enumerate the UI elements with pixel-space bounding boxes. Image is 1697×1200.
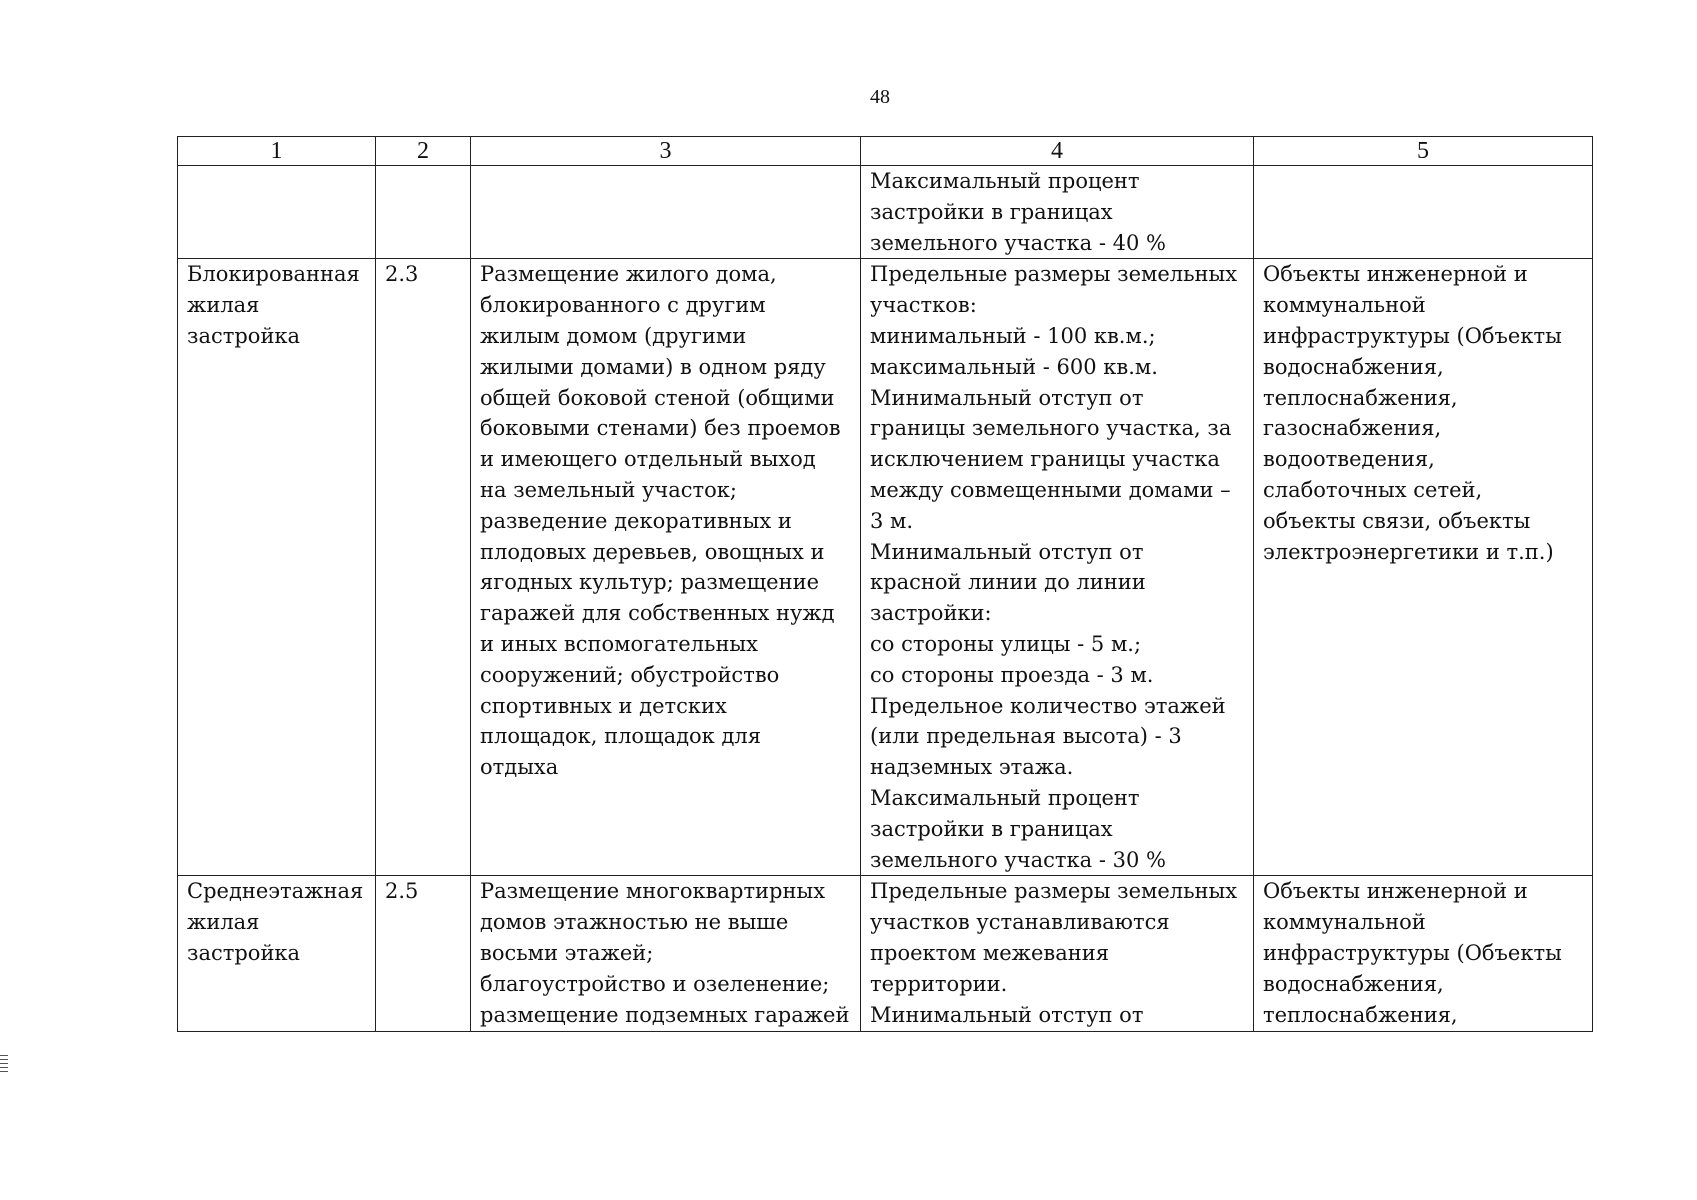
column-header: 5	[1254, 137, 1593, 166]
use-code-cell: 2.3	[376, 259, 471, 876]
scan-margin-marks	[0, 1055, 8, 1075]
table-row	[178, 876, 1593, 1032]
use-name-cell: Блокированная жилая застройка	[178, 259, 376, 876]
infrastructure-cell: Объекты инженерной и коммунальной инфраструктуры (Объекты водоснабжения, теплоснабжения, газоснабжения, водоотведения, слаботочных сетей, объекты связи, объекты электроэнергетики и т.п.)	[1254, 259, 1593, 876]
use-description-cell	[471, 166, 861, 259]
use-description-cell: Размещение жилого дома, блокированного с другим жилым домом (другими жилыми домами) в одном ряду общей боковой стеной (общими боковыми стенами) без проемов и имеющего отдельный выход на земельный участок; разведение декоративных и плодовых деревьев, овощных и ягодных культур; размещение гаражей для собственных нужд и иных вспомогательных сооружений; обустройство спортивных и детских площадок, площадок для отдыха	[471, 259, 861, 876]
column-header: 3	[471, 137, 861, 166]
infrastructure-cell: Объекты инженерной и коммунальной инфраструктуры (Объекты водоснабжения, теплоснабжения,	[1254, 876, 1593, 1032]
page-number: 48	[870, 86, 890, 108]
use-code-cell: 2.5	[376, 876, 471, 1032]
parameters-cell: Предельные размеры земельных участков устанавливаются проектом межевания территории. Минимальный отступ от	[861, 876, 1254, 1032]
column-header: 2	[376, 137, 471, 166]
use-name-cell: Среднеэтажная жилая застройка	[178, 876, 376, 1032]
parameters-cell: Предельные размеры земельных участков: минимальный - 100 кв.м.; максимальный - 600 кв.м. Минимальный отступ от границы земельного участка, за исключением границы участка между совмещенными домами – 3 м. Минимальный отступ от красной линии до линии застройки: со стороны улицы - 5 м.; со стороны проезда - 3 м. Предельное количество этажей (или предельная высота) - 3 надземных этажа. Максимальный процент застройки в границах земельного участка - 30 %	[861, 259, 1254, 876]
column-header: 4	[861, 137, 1254, 166]
use-description-cell: Размещение многоквартирных домов этажностью не выше восьми этажей; благоустройство и озеленение; размещение подземных гаражей	[471, 876, 861, 1032]
table-row	[178, 166, 1593, 259]
table-header-row	[178, 137, 1593, 166]
use-code-cell	[376, 166, 471, 259]
table-row	[178, 259, 1593, 876]
zoning-table	[177, 136, 1593, 1032]
use-name-cell	[178, 166, 376, 259]
column-header: 1	[178, 137, 376, 166]
infrastructure-cell	[1254, 166, 1593, 259]
parameters-cell: Максимальный процент застройки в границах земельного участка - 40 %	[861, 166, 1254, 259]
